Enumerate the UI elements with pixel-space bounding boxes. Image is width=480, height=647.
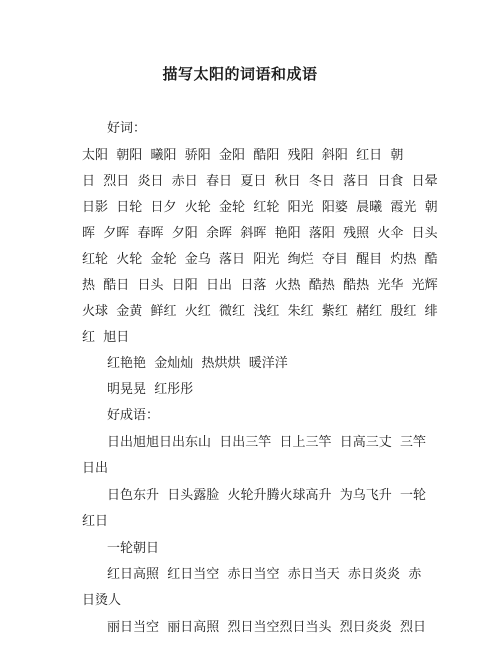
words-line: 红 旭日: [82, 330, 130, 345]
idiom-line: 日烫人: [82, 593, 122, 608]
words-line: 热 酷日 日头 日阳 日出 日落 火热 酷热 酷热 光华 光辉: [82, 278, 438, 293]
idiom-line: 日出旭旭日出东山 日出三竿 日上三竿 日高三丈 三竿: [107, 435, 427, 450]
idiom-line: 日色东升 日头露脸 火轮升腾火球高升 为乌飞升 一轮: [107, 488, 427, 503]
idiom-line: 日出: [82, 461, 109, 476]
idiom-line: 丽日当空 丽日高照 烈日当空烈日当头 烈日炎炎 烈日: [107, 620, 427, 635]
words-line: 红轮 火轮 金轮 金乌 落日 阳光 绚烂 夺目 醒目 灼热 酷: [82, 252, 438, 267]
words-line: 日影 日轮 日夕 火轮 金轮 红轮 阳光 阳婆 晨曦 霞光 朝: [82, 200, 438, 215]
words-line: 晖 夕晖 春晖 夕阳 余晖 斜晖 艳阳 落阳 残照 火伞 日头: [82, 226, 438, 241]
document-title: 描写太阳的词语和成语: [162, 65, 318, 83]
words-line: 日 烈日 炎日 赤日 春日 夏日 秋日 冬日 落日 日食 日晕: [82, 174, 438, 189]
words-line: 火球 金黄 鲜红 火红 微红 浅红 朱红 紫红 赭红 殷红 绯: [82, 304, 438, 319]
idiom-line: 红日: [82, 514, 109, 529]
idiom-line: 红日高照 红日当空 赤日当空 赤日当天 赤日炎炎 赤: [107, 567, 422, 582]
words-line: 太阳 朝阳 曦阳 骄阳 金阳 酷阳 残阳 斜阳 红日 朝: [82, 148, 404, 163]
words-heading: 好词：: [107, 121, 147, 136]
idiom-line: 一轮朝日: [107, 541, 160, 556]
idioms-heading: 好成语：: [107, 408, 160, 423]
reduplicated-words-line: 明晃晃 红彤彤: [107, 382, 194, 397]
reduplicated-words-line: 红艳艳 金灿灿 热烘烘 暖洋洋: [107, 356, 288, 371]
